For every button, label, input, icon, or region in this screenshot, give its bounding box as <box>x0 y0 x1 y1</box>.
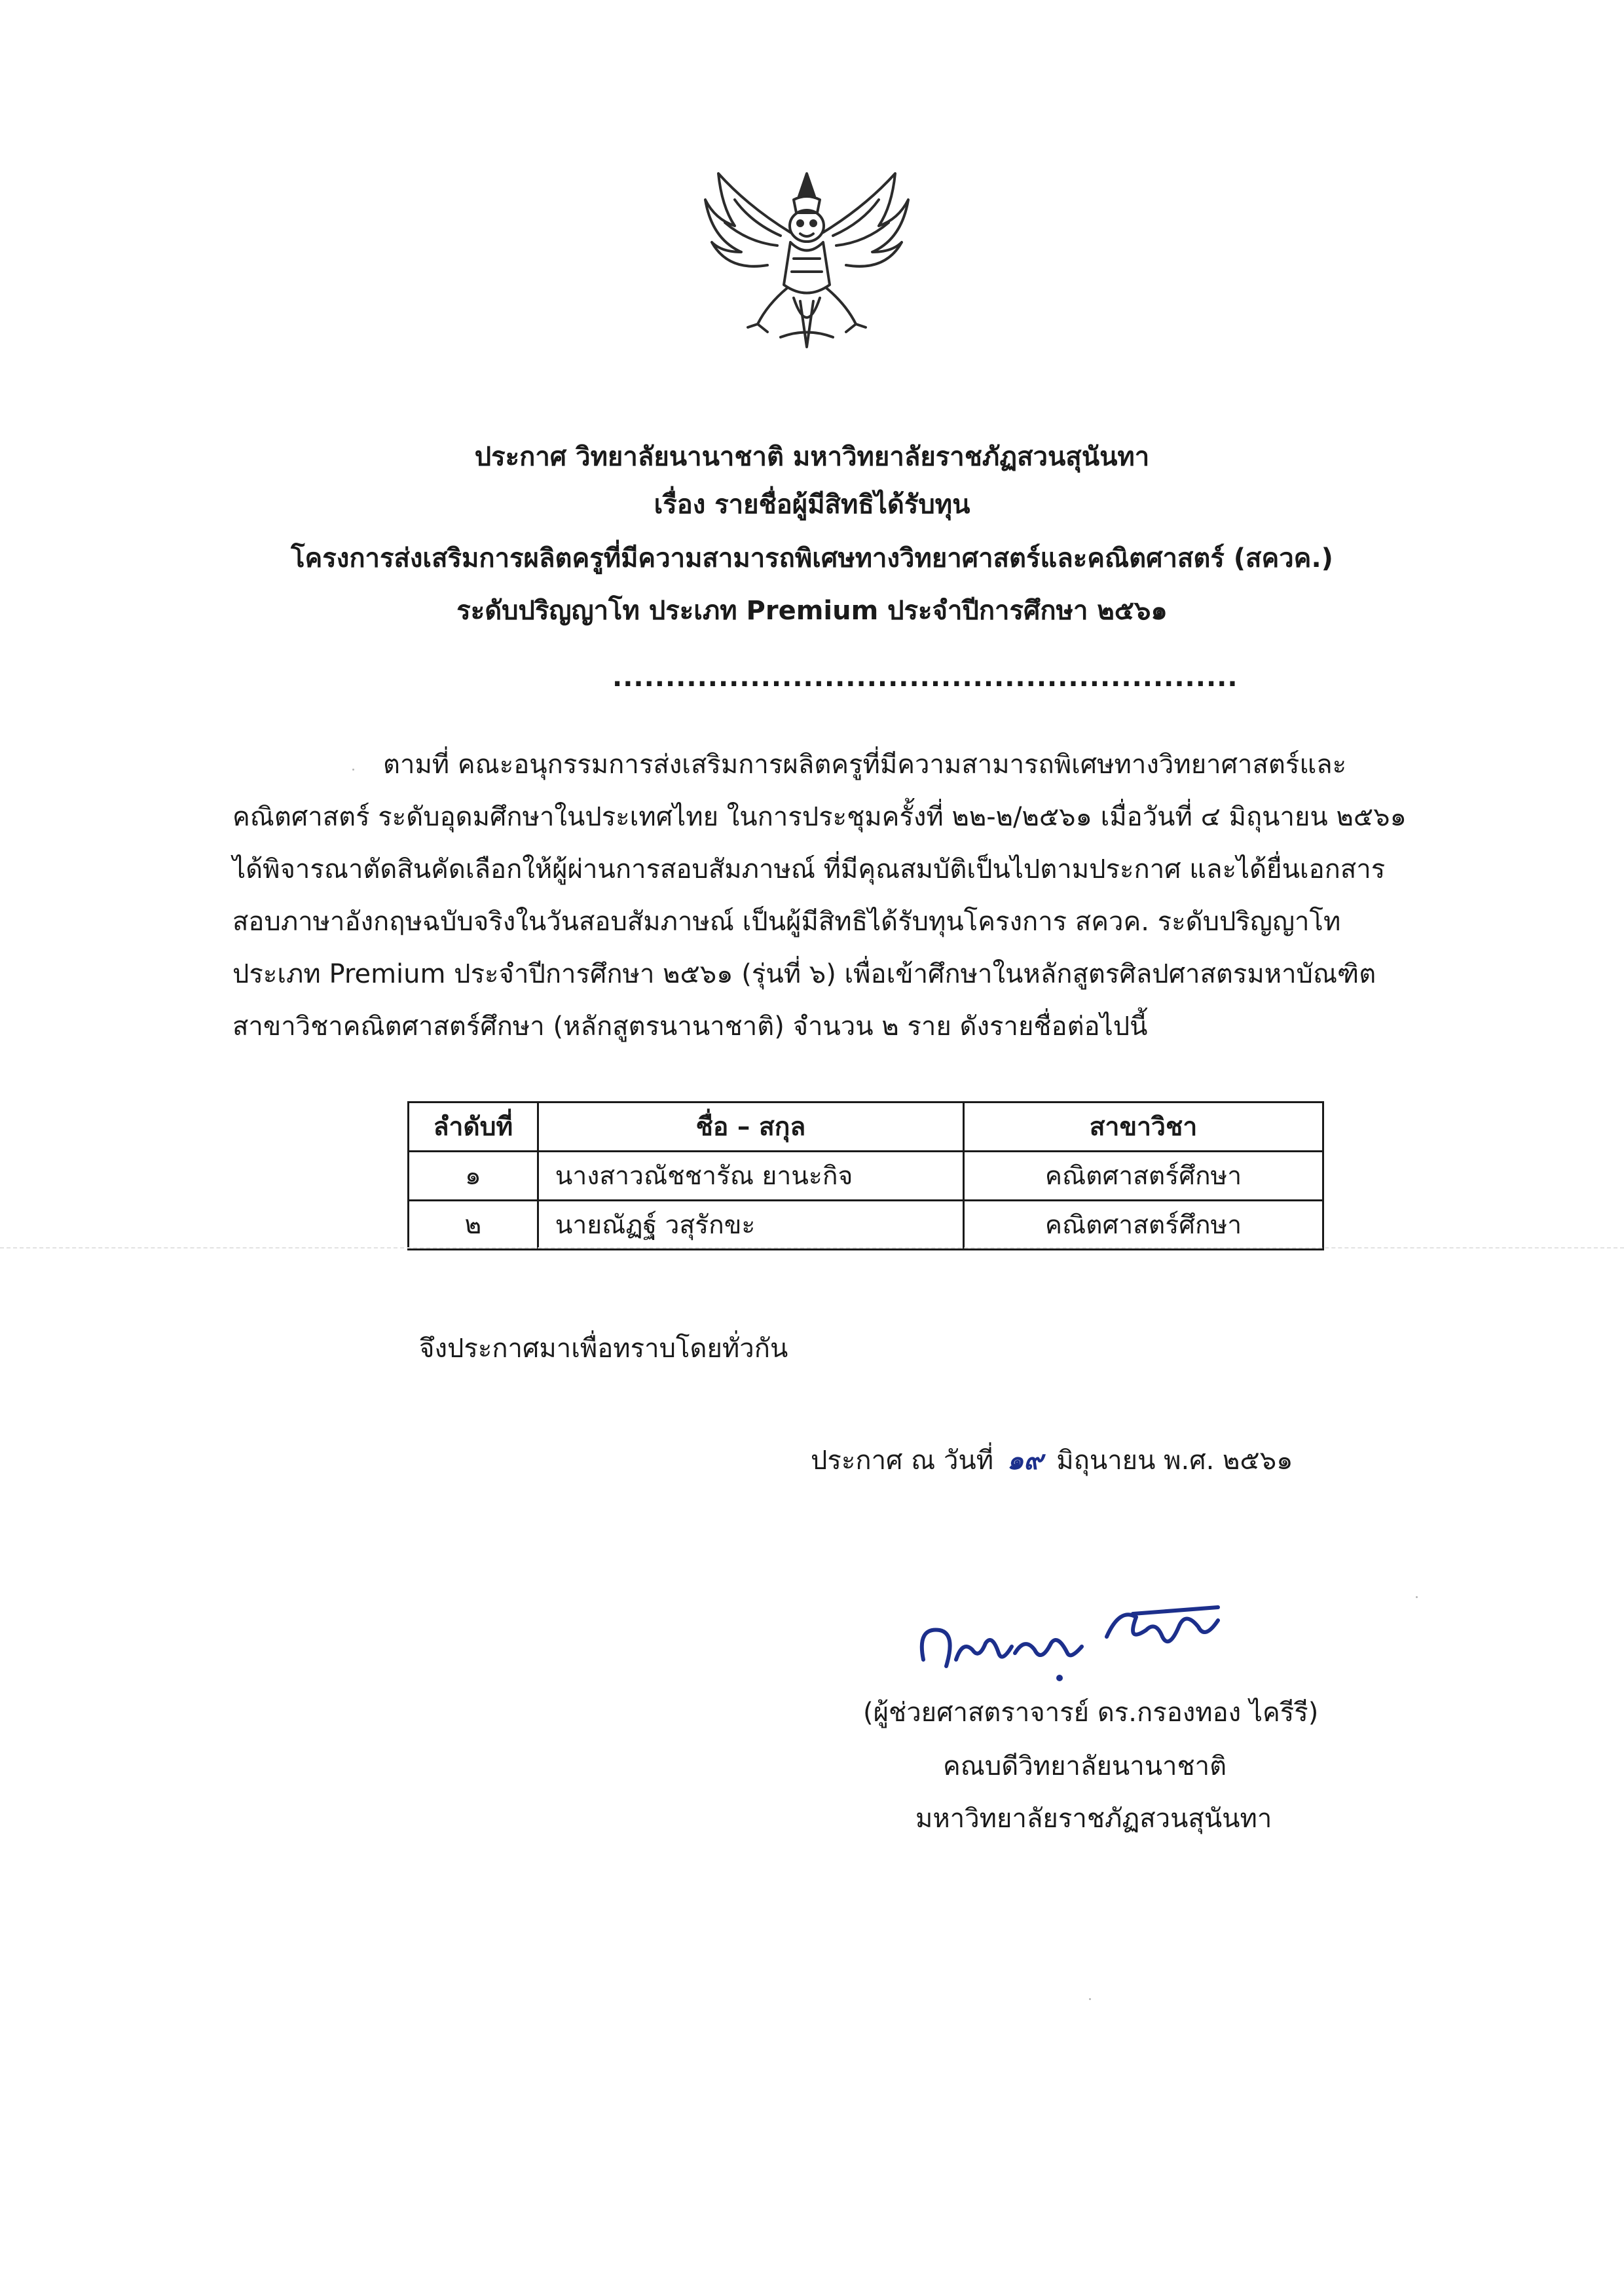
date-prefix: ประกาศ ณ วันที่ <box>811 1446 994 1476</box>
table-row <box>409 1152 1323 1201</box>
body-line: ตามที่ คณะอนุกรรมการส่งเสริมการผลิตครูที่มีความสามารถพิเศษทางวิทยาศาสตร์และ <box>383 750 1347 780</box>
column-header-major: สาขาวิชา <box>964 1102 1323 1152</box>
signature-image <box>910 1581 1251 1686</box>
row-major: คณิตศาสตร์ศึกษา <box>964 1201 1323 1250</box>
body-line: สาขาวิชาคณิตศาสตร์ศึกษา (หลักสูตรนานาชาติ) จำนวน ๒ ราย ดังรายชื่อต่อไปนี้ <box>232 1011 1148 1042</box>
column-header-order: ลำดับที่ <box>409 1102 538 1152</box>
body-line: ประเภท Premium ประจำปีการศึกษา ๒๕๖๑ (รุ่นที่ ๖) เพื่อเข้าศึกษาในหลักสูตรศิลปศาสตรมหาบัณฑิต <box>232 959 1376 989</box>
signatory-organization: มหาวิทยาลัยราชภัฏสวนสุนันทา <box>915 1804 1272 1834</box>
project-name: โครงการส่งเสริมการผลิตครูที่มีความสามารถพิเศษทางวิทยาศาสตร์และคณิตศาสตร์ (สควค.) <box>291 543 1333 574</box>
scan-speck <box>1089 1998 1091 2000</box>
column-header-name: ชื่อ – สกุล <box>538 1102 963 1152</box>
row-name: นางสาวณัชชารัณ ยานะกิจ <box>538 1152 963 1201</box>
signatory-title: คณบดีวิทยาลัยนานาชาติ <box>943 1751 1227 1781</box>
date-suffix: มิถุนายน พ.ศ. ๒๕๖๑ <box>1056 1446 1293 1476</box>
row-order: ๒ <box>409 1201 538 1250</box>
recipient-table <box>407 1101 1324 1250</box>
table-row <box>409 1201 1323 1250</box>
row-order: ๑ <box>409 1152 538 1201</box>
signatory-name: (ผู้ช่วยศาสตราจารย์ ดร.กรองทอง ไครีรี) <box>863 1698 1319 1728</box>
announcement-title: ประกาศ วิทยาลัยนานาชาติ มหาวิทยาลัยราชภัฏสวนสุนันทา <box>474 442 1150 472</box>
garuda-emblem-icon <box>695 160 918 357</box>
table-header-row <box>409 1102 1323 1152</box>
body-line: คณิตศาสตร์ ระดับอุดมศึกษาในประเทศไทย ในการประชุมครั้งที่ ๒๒-๒/๒๕๖๑ เมื่อวันที่ ๔ มิถุนายน ๒๕๖๑ <box>232 802 1407 832</box>
date-day: ๑๙ <box>1006 1446 1043 1476</box>
body-paragraph <box>232 738 1431 1053</box>
announcement-subject: เรื่อง รายชื่อผู้มีสิทธิได้รับทุน <box>654 490 970 520</box>
row-name: นายณัฏฐ์ วสุรักขะ <box>538 1201 963 1250</box>
row-major: คณิตศาสตร์ศึกษา <box>964 1152 1323 1201</box>
body-line: ได้พิจารณาตัดสินคัดเลือกให้ผู้ผ่านการสอบสัมภาษณ์ ที่มีคุณสมบัติเป็นไปตามประกาศ และได้ยื่นเอกสาร <box>232 854 1386 884</box>
program-level: ระดับปริญญาโท ประเภท Premium ประจำปีการศึกษา ๒๕๖๑ <box>456 596 1168 626</box>
closing-statement: จึงประกาศมาเพื่อทราบโดยทั่วกัน <box>419 1334 788 1364</box>
body-line: สอบภาษาอังกฤษฉบับจริงในวันสอบสัมภาษณ์ เป็นผู้มีสิทธิได้รับทุนโครงการ สควค. ระดับปริญญาโท <box>232 907 1341 937</box>
announcement-date <box>811 1439 1293 1481</box>
separator-line: ........................................................... <box>612 663 1238 693</box>
scan-fold-line <box>0 1247 1624 1248</box>
scan-speck <box>1416 1596 1418 1598</box>
scan-speck <box>352 769 354 771</box>
